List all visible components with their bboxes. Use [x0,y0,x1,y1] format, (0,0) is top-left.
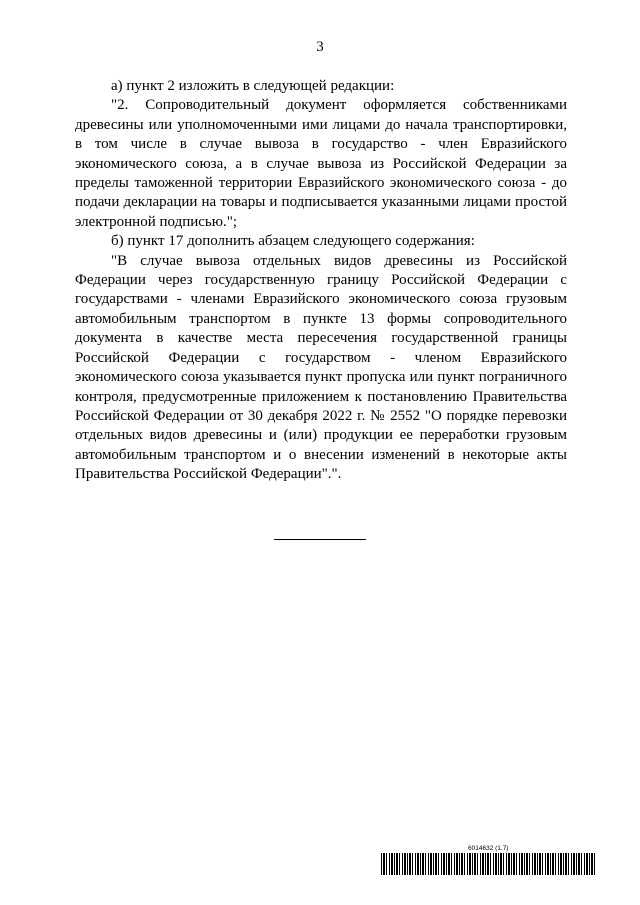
paragraph-point-2-text: "2. Сопроводительный документ оформляется собственниками древесины или уполномоченными ими лицами до начала транспортировки, в том числе в случае вывоза в государство - член Евразийского экономического союза, а в случае вывоза из Российской Федерации за пределы таможенной территории Евразийского экономического союза - до подачи декларации на товары и подписывается указанными лицами простой электронной подписью."; [75,97,567,230]
document-code: 6014632 (1.7) [468,845,509,852]
paragraph-item-a: а) пункт 2 изложить в следующей редакции: [111,78,395,94]
barcode-image [381,853,595,875]
end-separator-line [274,539,366,540]
paragraph-point-17-text: "В случае вывоза отдельных видов древесины из Российской Федерации через государственную границу Российской Федерации с государствами - членами Евразийского экономического союза грузовым автомобильным транспортом в пункте 13 формы сопроводительного документа в качестве места пересечения государственной границы Российской Федерации с государством - членом Евразийского экономического союза указывается пункт пропуска или пункт пограничного контроля, предусмотренные приложением к постановлению Правительства Российской Федерации от 30 декабря 2022 г. № 2552 "О порядке перевозки отдельных видов древесины и (или) продукции ее переработки грузовым автомобильным транспортом и о внесении изменений в некоторые акты Правительства Российской Федерации".". [75,252,567,483]
page-number: 3 [316,39,324,55]
document-body [75,77,567,485]
paragraph-item-b: б) пункт 17 дополнить абзацем следующего содержания: [111,233,475,250]
